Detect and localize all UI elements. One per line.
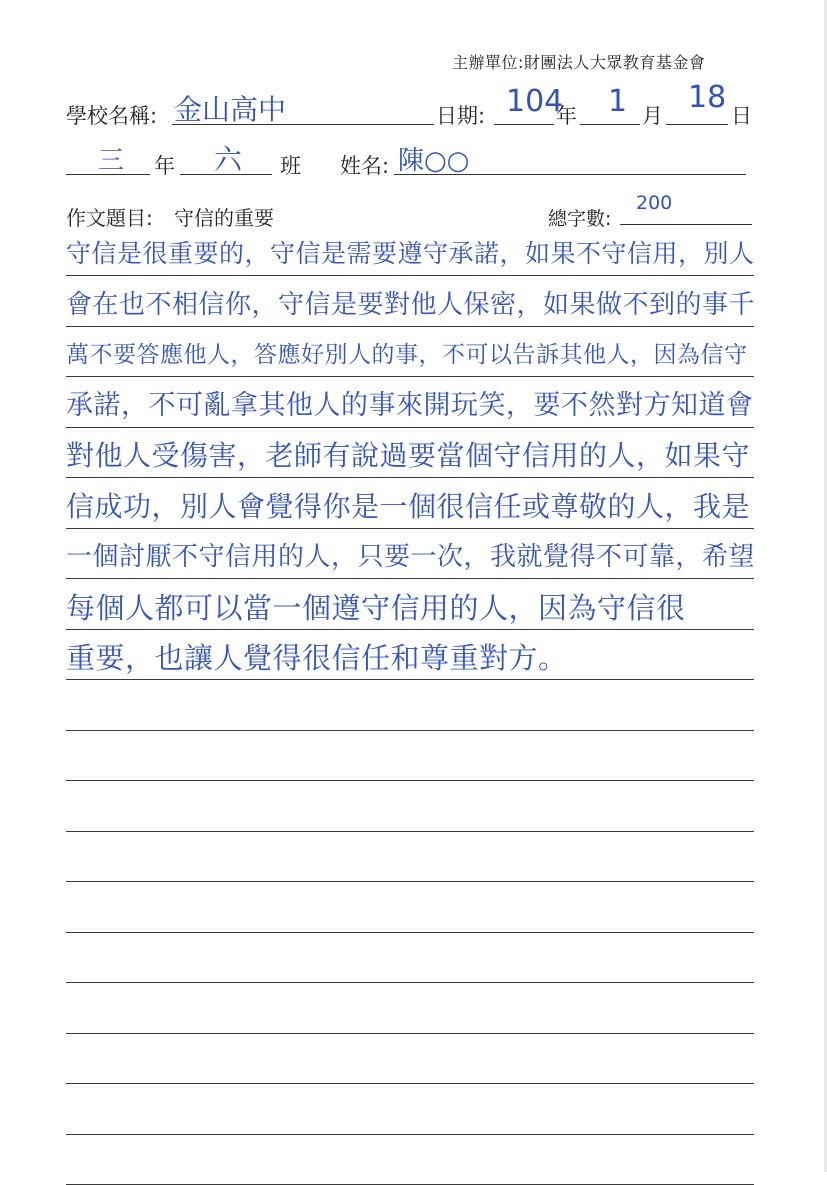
class-unit: 班	[280, 154, 301, 178]
ruled-line	[66, 831, 754, 832]
month-unit: 月	[642, 104, 663, 128]
ruled-line	[66, 629, 754, 630]
class-value: 六	[214, 143, 243, 176]
essay-line	[66, 738, 756, 780]
name-value: 陳○○	[398, 146, 470, 176]
essay-line	[66, 1092, 756, 1134]
day-value: 18	[688, 80, 727, 115]
essay-line: 守信是很重要的，守信是需要遵守承諾，如果不守信用，別人	[66, 239, 755, 268]
essay-line: 會在也不相信你，守信是要對他人保密，如果做不到的事千	[66, 289, 756, 320]
essay-line: 萬不要答應他人，答應好別人的事，不可以告訴其他人，因為信守	[66, 342, 748, 368]
name-label: 姓名:	[340, 154, 390, 178]
essay-line	[66, 940, 756, 982]
day-unit: 日	[731, 104, 752, 128]
ruled-line	[66, 376, 754, 377]
year-underline	[494, 124, 554, 125]
count-underline	[620, 224, 752, 225]
month-value: 1	[608, 84, 628, 119]
essay-line: 承諾，不可亂拿其他人的事來開玩笑，要不然對方知道會	[66, 389, 754, 421]
essay-line	[66, 789, 756, 831]
ruled-line	[66, 679, 754, 680]
grade-underline	[66, 174, 150, 175]
essay-line	[66, 1041, 756, 1083]
ruled-line	[66, 477, 754, 478]
topic-label: 作文題目:	[66, 206, 153, 230]
ruled-line	[66, 932, 754, 933]
essay-line	[66, 991, 756, 1033]
organizer-text: 主辦單位:財團法人大眾教育基金會	[452, 53, 706, 72]
date-label: 日期:	[436, 104, 486, 128]
day-underline	[666, 124, 728, 125]
essay-line	[66, 890, 756, 932]
ruled-line	[66, 326, 754, 327]
ruled-line	[66, 1033, 754, 1034]
school-underline	[172, 124, 434, 125]
essay-line: 每個人都可以當一個遵守信用的人，因為守信很	[66, 590, 686, 625]
ruled-line	[66, 730, 754, 731]
school-label: 學校名稱:	[66, 104, 158, 128]
ruled-line	[66, 427, 754, 428]
essay-line	[66, 1142, 756, 1184]
name-underline	[394, 174, 746, 175]
essay-line: 對他人受傷害，老師有說過要當個守信用的人，如果守	[66, 439, 751, 472]
month-underline	[580, 124, 640, 125]
count-label: 總字數:	[548, 208, 612, 230]
essay-line	[66, 688, 756, 730]
ruled-line	[66, 578, 754, 579]
school-value: 金山高中	[174, 93, 287, 126]
ruled-line	[66, 881, 754, 882]
topic-value: 守信的重要	[174, 206, 274, 230]
essay-line: 信成功，別人會覺得你是一個很信任或尊敬的人，我是	[66, 489, 751, 523]
ruled-line	[66, 1134, 754, 1135]
grade-value: 三	[98, 146, 125, 176]
ruled-line	[66, 528, 754, 529]
ruled-line	[66, 780, 754, 781]
essay-line: 一個討厭不守信用的人，只要一次，我就覺得不可靠，希望	[66, 542, 756, 572]
ruled-line	[66, 1083, 754, 1084]
year-unit: 年	[556, 104, 577, 128]
grade-unit: 年	[154, 154, 175, 178]
class-underline	[180, 174, 272, 175]
count-value: 200	[636, 192, 673, 214]
essay-line	[66, 839, 756, 881]
year-value: 104	[506, 84, 564, 119]
essay-line: 重要，也讓人覺得很信任和尊重對方。	[66, 641, 568, 675]
ruled-line	[66, 275, 754, 276]
ruled-line	[66, 982, 754, 983]
